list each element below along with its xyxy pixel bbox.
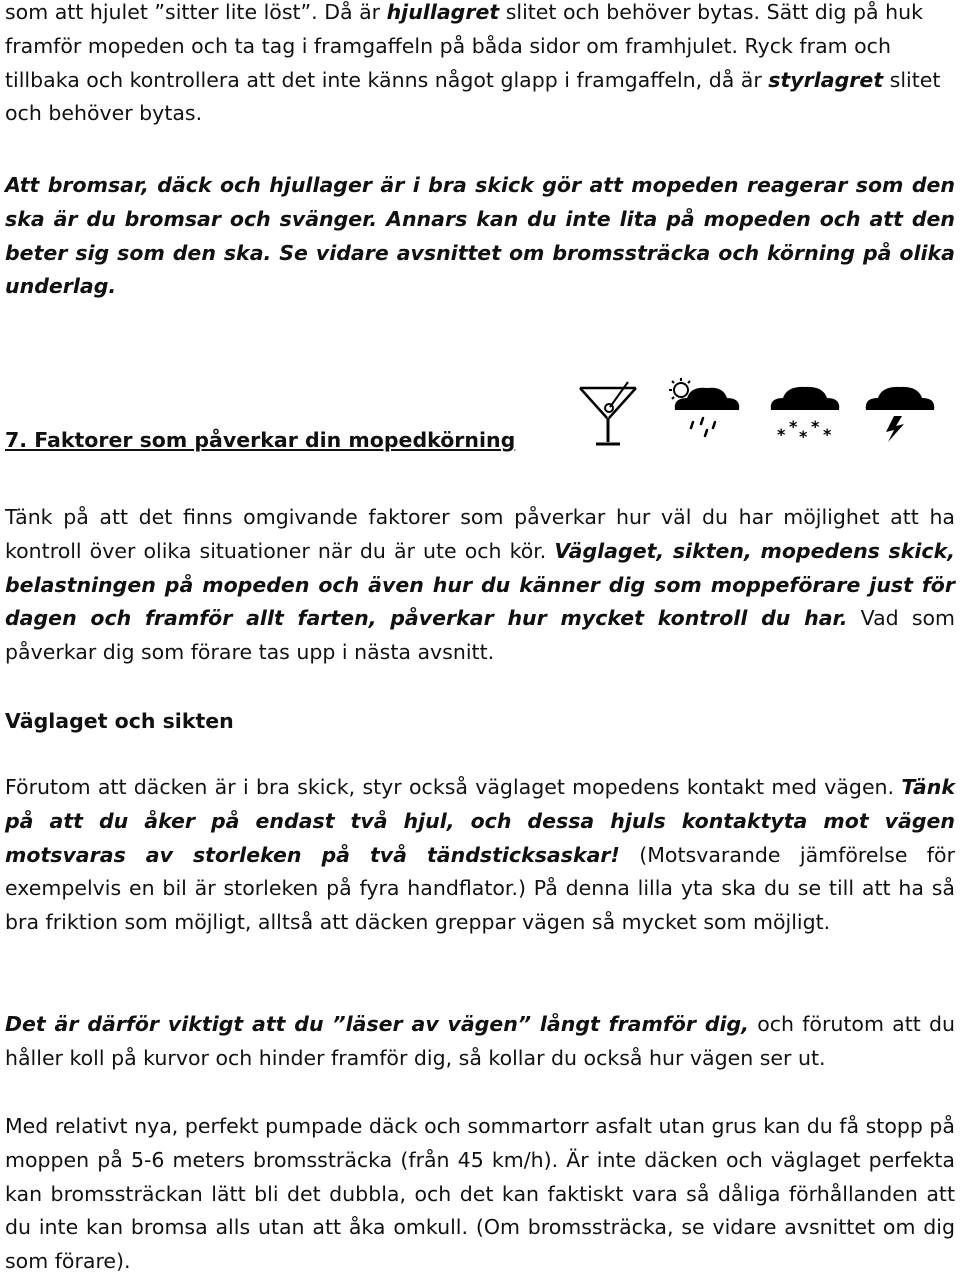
text-span: Tänk på att det finns omgivande faktorer som påverkar hur väl du har möjlighet att ha kontroll över olika situationer när du är ute och kör.: [5, 505, 955, 563]
weather-factor-icons: [570, 378, 950, 456]
svg-text:*: *: [811, 417, 820, 436]
paragraph-road-conditions: [5, 771, 955, 940]
emphasis-span: Tänk på att du åker på endast två hjul, och dessa hjuls kontaktyta mot vägen motsvaras av storleken på två tändsticksaskar!: [5, 775, 955, 867]
text-span: Förutom att däcken är i bra skick, styr också väglaget mopedens kontakt med vägen.: [5, 775, 902, 799]
paragraph-wheel-bearing: [5, 0, 955, 131]
emphasis-span: Väglaget, sikten, mopedens skick, belastningen på mopeden och även hur du känner dig som moppeförare just för dagen och framför allt farten, påverkar hur mycket kontroll du har.: [5, 538, 955, 631]
svg-text:*: *: [799, 427, 808, 446]
paragraph-brakes-emphasis: Att bromsar, däck och hjullager är i bra skick gör att mopeden reagerar som den ska är du bromsar och svänger. Annars kan du inte lita på mopeden och att den beter sig som den ska. Se vidare avsnittet om bromssträcka och körning på olika underlag.: [5, 173, 955, 299]
sun-cloud-rain-icon: [665, 378, 745, 448]
thunder-cloud-icon: [862, 378, 942, 448]
svg-text:*: *: [789, 417, 798, 436]
text-span: slitet och behöver bytas. Sätt dig på huk framför mopeden och ta tag i framgaffeln på båda sidor om framhjulet. Ryck fram och tillbaka och kontrollera att det inte känns något glapp i framgaffeln, då är: [5, 0, 923, 92]
emphasis-span: Det är därför viktigt att du ”läser av vägen” långt framför dig,: [5, 1012, 749, 1036]
term-styrlagret: styrlagret: [768, 67, 884, 92]
paragraph-factors: [5, 501, 955, 670]
section-heading: [5, 425, 515, 455]
paragraph-read-road: [5, 1008, 955, 1076]
paragraph-braking-distance: Med relativt nya, perfekt pumpade däck och sommartorr asfalt utan grus kan du få stopp på moppen på 5-6 meters bromssträcka (från 45 km/h). Är inte däcken och väglaget perfekta kan bromssträckan lätt bli det dubbla, och det kan faktiskt vara så dåliga förhållanden att du inte kan bromsa alls utan att åka omkull. (Om bromssträcka, se vidare avsnittet om dig som förare).: [5, 1114, 955, 1274]
text-span: och förutom att du håller koll på kurvor och hinder framför dig, så kollar du också hur vägen ser ut.: [5, 1012, 955, 1070]
term-hjullagret: hjullagret: [386, 0, 500, 24]
svg-text:*: *: [777, 425, 786, 444]
subsection-heading: Väglaget och sikten: [5, 709, 234, 733]
text-span: (Motsvarande jämförelse för exempelvis en bil är storleken på fyra handflator.) På denna lilla yta ska du se till att ha så bra friktion som möjligt, alltså att däcken greppar vägen så mycket som möjligt.: [5, 842, 955, 935]
snow-cloud-icon: [765, 378, 845, 448]
text-span: Vad som påverkar dig som förare tas upp i nästa avsnitt.: [5, 606, 956, 665]
text-span: som att hjulet ”sitter lite löst”. Då är: [5, 0, 387, 24]
text-span: slitet och behöver bytas.: [5, 67, 941, 126]
cocktail-glass-icon: [578, 378, 638, 448]
section-heading-text: 7. Faktorer som påverkar din mopedkörning: [5, 428, 516, 452]
svg-text:*: *: [823, 425, 832, 444]
